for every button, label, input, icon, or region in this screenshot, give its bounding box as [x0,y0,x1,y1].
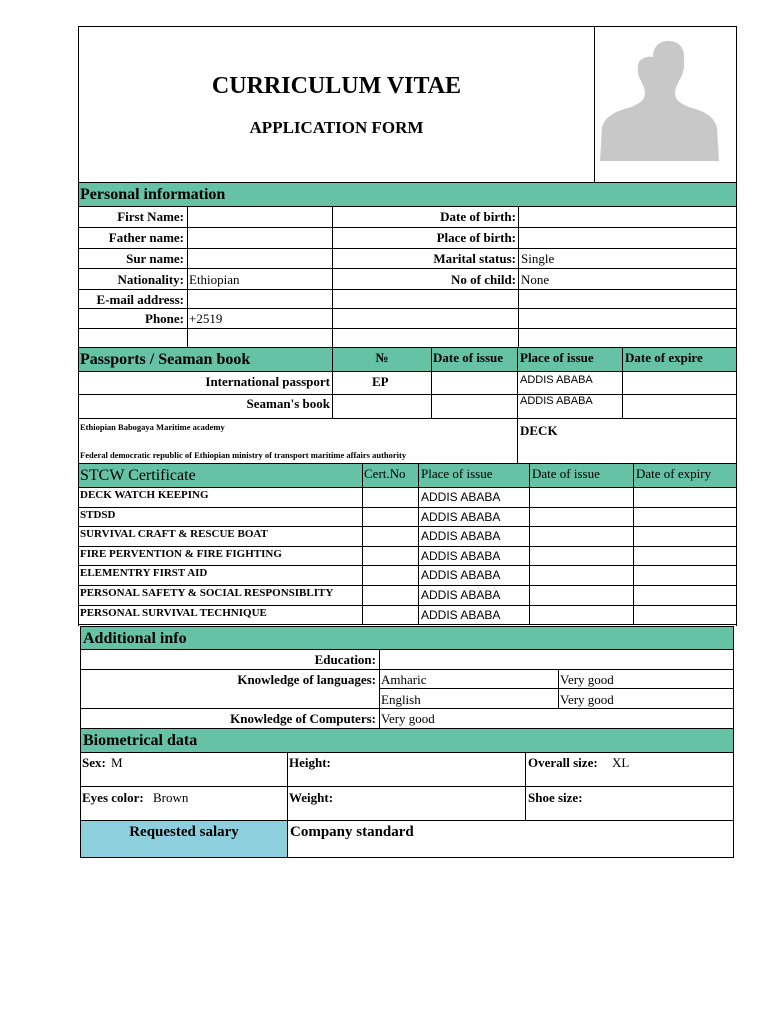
education-field[interactable] [380,650,733,669]
stcw-row-place[interactable]: ADDIS ABABA [421,588,501,602]
photo-placeholder [595,27,736,182]
additional-section-title: Additional info [83,630,187,647]
marital-status-value[interactable]: Single [521,251,555,266]
passports-section-title: Passports / Seaman book [80,351,251,368]
shoe-size-label: Shoe size: [528,790,583,805]
stcw-col-expiry: Date of expiry [636,466,712,481]
stcw-col-place: Place of issue [421,466,493,481]
intl-passport-number[interactable]: EP [372,374,389,389]
seaman-book-place[interactable]: ADDIS ABABA [520,395,593,407]
first-name-label: First Name: [117,209,184,224]
passport-col-issue-place: Place of issue [520,350,594,365]
dob-label: Date of birth: [440,209,516,224]
stcw-row-name: FIRE PERVENTION & FIRE FIGHTING [80,548,282,560]
stcw-col-date: Date of issue [532,466,600,481]
passport-col-expire: Date of expire [625,350,703,365]
stcw-row-name: PERSONAL SAFETY & SOCIAL RESPONSIBLITY [80,587,334,599]
weight-label: Weight: [289,790,334,805]
pob-field[interactable] [519,228,736,248]
page-subtitle: APPLICATION FORM [249,118,424,137]
salary-label: Requested salary [129,824,239,840]
passport-col-number: № [375,350,389,365]
stcw-section-title: STCW Certificate [80,467,196,484]
language-2-level[interactable]: Very good [560,692,614,707]
stcw-row-place[interactable]: ADDIS ABABA [421,549,501,563]
dob-field[interactable] [519,207,736,227]
phone-value[interactable]: +2519 [189,311,223,326]
email-label: E-mail address: [96,292,184,307]
computers-label: Knowledge of Computers: [230,711,376,726]
stcw-row-name: ELEMENTRY FIRST AID [80,567,208,579]
height-label: Height: [289,755,331,770]
authority-line: Federal democratic republic of Ethiopian ministry of transport maritime affairs authority [80,450,407,460]
biometric-section-title: Biometrical data [83,732,198,749]
email-field[interactable] [188,290,332,308]
languages-label: Knowledge of languages: [237,672,376,687]
sur-name-label: Sur name: [126,251,184,266]
eyes-color-label: Eyes color: [82,790,144,805]
stcw-row-place[interactable]: ADDIS ABABA [421,510,501,524]
stcw-row-place[interactable]: ADDIS ABABA [421,490,501,504]
language-1-level[interactable]: Very good [560,672,614,687]
salary-value[interactable]: Company standard [290,824,414,840]
children-value[interactable]: None [521,272,550,287]
page-title: CURRICULUM VITAE [211,73,462,99]
sur-name-field[interactable] [188,249,332,268]
department-value: DECK [520,423,558,438]
first-name-field[interactable] [188,207,332,227]
marital-status-label: Marital status: [433,251,516,266]
pob-label: Place of birth: [436,230,516,245]
stcw-row-name: STDSD [80,509,116,521]
nationality-label: Nationality: [117,272,184,287]
eyes-color-value[interactable]: Brown [153,790,189,805]
computers-value[interactable]: Very good [381,711,435,726]
language-1[interactable]: Amharic [381,672,427,687]
stcw-col-cert-no: Cert.No [364,466,406,481]
father-name-field[interactable] [188,228,332,248]
sex-label: Sex: [82,755,106,770]
stcw-row-place[interactable]: ADDIS ABABA [421,529,501,543]
person-silhouette-icon [595,27,736,182]
seaman-book-label: Seaman's book [246,396,330,411]
intl-passport-place[interactable]: ADDIS ABABA [520,374,593,386]
phone-label: Phone: [145,311,184,326]
sex-value[interactable]: M [111,755,123,770]
stcw-row-place[interactable]: ADDIS ABABA [421,608,501,622]
language-2[interactable]: English [381,692,421,707]
academy-line: Ethiopian Babogaya Maritime academy [80,422,225,432]
education-label: Education: [314,652,376,667]
father-name-label: Father name: [108,230,184,245]
children-label: No of child: [451,272,516,287]
nationality-value[interactable]: Ethiopian [189,272,240,287]
passport-col-issue-date: Date of issue [433,350,504,365]
intl-passport-label: International passport [205,374,330,389]
stcw-row-name: SURVIVAL CRAFT & RESCUE BOAT [80,528,268,540]
stcw-row-name: PERSONAL SURVIVAL TECHNIQUE [80,607,267,619]
stcw-row-place[interactable]: ADDIS ABABA [421,568,501,582]
stcw-row-name: DECK WATCH KEEPING [80,489,209,501]
personal-section-title: Personal information [80,186,226,203]
overall-size-value[interactable]: XL [612,755,630,770]
overall-size-label: Overall size: [528,755,598,770]
